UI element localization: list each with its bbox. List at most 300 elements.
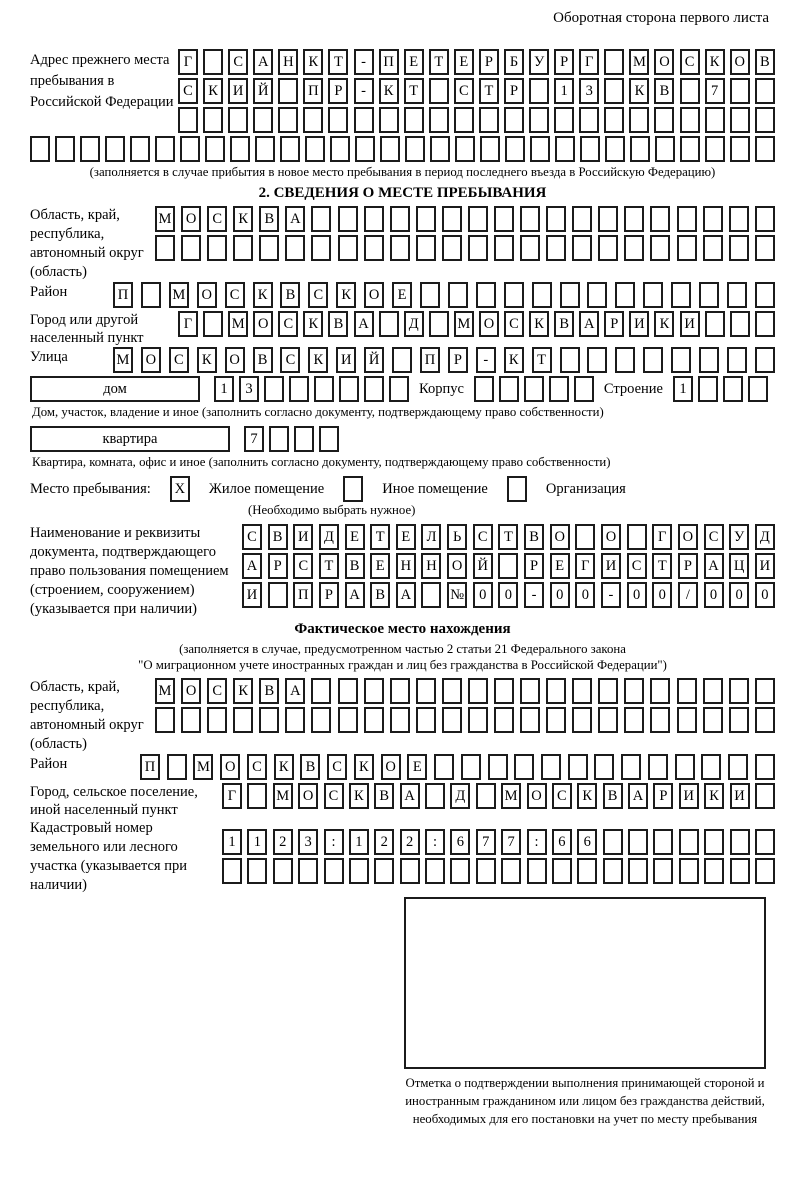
- char-box[interactable]: С: [247, 754, 267, 780]
- char-box[interactable]: [546, 707, 566, 733]
- char-box[interactable]: 6: [577, 829, 597, 855]
- char-box[interactable]: [247, 858, 267, 884]
- char-box[interactable]: [339, 376, 359, 402]
- char-box[interactable]: 3: [298, 829, 318, 855]
- char-box[interactable]: [520, 206, 540, 232]
- char-box[interactable]: К: [253, 282, 273, 308]
- char-box[interactable]: К: [274, 754, 294, 780]
- char-box[interactable]: В: [259, 206, 279, 232]
- char-box[interactable]: [430, 136, 450, 162]
- char-box[interactable]: [628, 858, 648, 884]
- char-box[interactable]: [755, 282, 775, 308]
- char-box[interactable]: [650, 678, 670, 704]
- char-box[interactable]: [604, 78, 624, 104]
- char-box[interactable]: А: [579, 311, 599, 337]
- char-box[interactable]: 2: [273, 829, 293, 855]
- char-box[interactable]: [755, 858, 775, 884]
- char-box[interactable]: Н: [421, 553, 441, 579]
- char-box[interactable]: О: [197, 282, 217, 308]
- char-box[interactable]: О: [181, 206, 201, 232]
- char-box[interactable]: [677, 235, 697, 261]
- char-box[interactable]: [454, 107, 474, 133]
- char-box[interactable]: [677, 206, 697, 232]
- char-box[interactable]: К: [654, 311, 674, 337]
- apartment-type-box[interactable]: квартира: [30, 426, 230, 452]
- char-box[interactable]: [400, 858, 420, 884]
- char-box[interactable]: Т: [319, 553, 339, 579]
- char-box[interactable]: [568, 754, 588, 780]
- char-box[interactable]: Г: [178, 49, 198, 75]
- char-box[interactable]: [416, 235, 436, 261]
- char-box[interactable]: 7: [705, 78, 725, 104]
- char-box[interactable]: И: [293, 524, 313, 550]
- char-box[interactable]: [349, 858, 369, 884]
- char-box[interactable]: [178, 107, 198, 133]
- char-box[interactable]: [574, 376, 594, 402]
- char-box[interactable]: С: [454, 78, 474, 104]
- char-box[interactable]: [255, 136, 275, 162]
- char-box[interactable]: [364, 235, 384, 261]
- char-box[interactable]: 7: [476, 829, 496, 855]
- char-box[interactable]: :: [425, 829, 445, 855]
- char-box[interactable]: [455, 136, 475, 162]
- char-box[interactable]: К: [379, 78, 399, 104]
- char-box[interactable]: 3: [579, 78, 599, 104]
- char-box[interactable]: 0: [498, 582, 518, 608]
- char-box[interactable]: А: [704, 553, 724, 579]
- char-box[interactable]: -: [601, 582, 621, 608]
- char-box[interactable]: [549, 376, 569, 402]
- char-box[interactable]: -: [354, 49, 374, 75]
- char-box[interactable]: И: [336, 347, 356, 373]
- char-box[interactable]: [222, 858, 242, 884]
- char-box[interactable]: [755, 78, 775, 104]
- char-box[interactable]: [259, 235, 279, 261]
- char-box[interactable]: [598, 678, 618, 704]
- char-box[interactable]: [268, 582, 288, 608]
- char-box[interactable]: [390, 235, 410, 261]
- char-box[interactable]: [755, 235, 775, 261]
- char-box[interactable]: [532, 282, 552, 308]
- char-box[interactable]: П: [113, 282, 133, 308]
- char-box[interactable]: К: [233, 206, 253, 232]
- char-box[interactable]: Г: [579, 49, 599, 75]
- char-box[interactable]: [298, 858, 318, 884]
- char-box[interactable]: [705, 107, 725, 133]
- char-box[interactable]: К: [203, 78, 223, 104]
- char-box[interactable]: [727, 282, 747, 308]
- char-box[interactable]: К: [336, 282, 356, 308]
- char-box[interactable]: [468, 707, 488, 733]
- char-box[interactable]: [259, 707, 279, 733]
- char-box[interactable]: /: [678, 582, 698, 608]
- char-box[interactable]: [603, 829, 623, 855]
- char-box[interactable]: 6: [450, 829, 470, 855]
- char-box[interactable]: [680, 78, 700, 104]
- char-box[interactable]: [429, 78, 449, 104]
- char-box[interactable]: [130, 136, 150, 162]
- char-box[interactable]: Р: [554, 49, 574, 75]
- char-box[interactable]: [703, 678, 723, 704]
- char-box[interactable]: [499, 376, 519, 402]
- char-box[interactable]: [704, 858, 724, 884]
- char-box[interactable]: О: [225, 347, 245, 373]
- char-box[interactable]: [527, 858, 547, 884]
- char-box[interactable]: К: [629, 78, 649, 104]
- char-box[interactable]: [390, 678, 410, 704]
- char-box[interactable]: [730, 829, 750, 855]
- char-box[interactable]: Е: [396, 524, 416, 550]
- char-box[interactable]: О: [364, 282, 384, 308]
- char-box[interactable]: Й: [364, 347, 384, 373]
- char-box[interactable]: [167, 754, 187, 780]
- char-box[interactable]: [520, 707, 540, 733]
- char-box[interactable]: [328, 107, 348, 133]
- char-box[interactable]: С: [680, 49, 700, 75]
- char-box[interactable]: М: [501, 783, 521, 809]
- char-box[interactable]: [679, 858, 699, 884]
- char-box[interactable]: [155, 235, 175, 261]
- char-box[interactable]: 3: [239, 376, 259, 402]
- char-box[interactable]: 0: [755, 582, 775, 608]
- char-box[interactable]: Р: [448, 347, 468, 373]
- char-box[interactable]: [476, 858, 496, 884]
- char-box[interactable]: Е: [370, 553, 390, 579]
- char-box[interactable]: К: [504, 347, 524, 373]
- char-box[interactable]: Ц: [729, 553, 749, 579]
- char-box[interactable]: [650, 235, 670, 261]
- char-box[interactable]: [524, 376, 544, 402]
- char-box[interactable]: [629, 107, 649, 133]
- char-box[interactable]: [530, 136, 550, 162]
- char-box[interactable]: С: [504, 311, 524, 337]
- char-box[interactable]: [230, 136, 250, 162]
- char-box[interactable]: [654, 107, 674, 133]
- char-box[interactable]: [105, 136, 125, 162]
- char-box[interactable]: Г: [575, 553, 595, 579]
- char-box[interactable]: [364, 206, 384, 232]
- organization-checkbox[interactable]: [507, 476, 527, 502]
- char-box[interactable]: [405, 136, 425, 162]
- char-box[interactable]: [704, 829, 724, 855]
- char-box[interactable]: О: [479, 311, 499, 337]
- char-box[interactable]: [389, 376, 409, 402]
- char-box[interactable]: М: [228, 311, 248, 337]
- char-box[interactable]: [253, 107, 273, 133]
- char-box[interactable]: [520, 235, 540, 261]
- char-box[interactable]: 1: [554, 78, 574, 104]
- char-box[interactable]: К: [529, 311, 549, 337]
- char-box[interactable]: [594, 754, 614, 780]
- char-box[interactable]: [461, 754, 481, 780]
- char-box[interactable]: И: [730, 783, 750, 809]
- char-box[interactable]: [598, 235, 618, 261]
- char-box[interactable]: 0: [652, 582, 672, 608]
- char-box[interactable]: [627, 524, 647, 550]
- char-box[interactable]: [729, 678, 749, 704]
- char-box[interactable]: [448, 282, 468, 308]
- char-box[interactable]: [598, 707, 618, 733]
- char-box[interactable]: Р: [604, 311, 624, 337]
- char-box[interactable]: Р: [653, 783, 673, 809]
- char-box[interactable]: [421, 582, 441, 608]
- char-box[interactable]: М: [155, 678, 175, 704]
- char-box[interactable]: [730, 107, 750, 133]
- char-box[interactable]: [575, 524, 595, 550]
- char-box[interactable]: [730, 311, 750, 337]
- char-box[interactable]: [480, 136, 500, 162]
- char-box[interactable]: [280, 136, 300, 162]
- char-box[interactable]: П: [420, 347, 440, 373]
- char-box[interactable]: [679, 829, 699, 855]
- char-box[interactable]: [468, 206, 488, 232]
- char-box[interactable]: [247, 783, 267, 809]
- char-box[interactable]: [416, 678, 436, 704]
- char-box[interactable]: Д: [755, 524, 775, 550]
- char-box[interactable]: [677, 678, 697, 704]
- residential-checkbox[interactable]: X: [170, 476, 190, 502]
- char-box[interactable]: [653, 858, 673, 884]
- char-box[interactable]: М: [629, 49, 649, 75]
- char-box[interactable]: [228, 107, 248, 133]
- char-box[interactable]: [450, 858, 470, 884]
- char-box[interactable]: [468, 235, 488, 261]
- char-box[interactable]: [705, 311, 725, 337]
- char-box[interactable]: [729, 235, 749, 261]
- char-box[interactable]: [380, 136, 400, 162]
- char-box[interactable]: [269, 426, 289, 452]
- char-box[interactable]: 0: [473, 582, 493, 608]
- char-box[interactable]: [311, 678, 331, 704]
- char-box[interactable]: К: [233, 678, 253, 704]
- char-box[interactable]: [494, 678, 514, 704]
- char-box[interactable]: С: [207, 206, 227, 232]
- char-box[interactable]: [514, 754, 534, 780]
- char-box[interactable]: [755, 136, 775, 162]
- char-box[interactable]: [476, 282, 496, 308]
- char-box[interactable]: О: [730, 49, 750, 75]
- char-box[interactable]: [546, 678, 566, 704]
- char-box[interactable]: [630, 136, 650, 162]
- char-box[interactable]: [338, 235, 358, 261]
- char-box[interactable]: К: [704, 783, 724, 809]
- char-box[interactable]: С: [704, 524, 724, 550]
- char-box[interactable]: Е: [550, 553, 570, 579]
- char-box[interactable]: О: [654, 49, 674, 75]
- char-box[interactable]: [442, 235, 462, 261]
- char-box[interactable]: О: [141, 347, 161, 373]
- char-box[interactable]: [624, 707, 644, 733]
- char-box[interactable]: [572, 707, 592, 733]
- char-box[interactable]: П: [140, 754, 160, 780]
- char-box[interactable]: Т: [328, 49, 348, 75]
- char-box[interactable]: [285, 235, 305, 261]
- char-box[interactable]: [680, 107, 700, 133]
- char-box[interactable]: К: [349, 783, 369, 809]
- char-box[interactable]: [416, 206, 436, 232]
- char-box[interactable]: [730, 78, 750, 104]
- char-box[interactable]: Т: [479, 78, 499, 104]
- char-box[interactable]: [30, 136, 50, 162]
- char-box[interactable]: [705, 136, 725, 162]
- char-box[interactable]: К: [705, 49, 725, 75]
- char-box[interactable]: [494, 235, 514, 261]
- char-box[interactable]: И: [679, 783, 699, 809]
- char-box[interactable]: [624, 206, 644, 232]
- char-box[interactable]: К: [197, 347, 217, 373]
- char-box[interactable]: [392, 347, 412, 373]
- char-box[interactable]: [379, 107, 399, 133]
- char-box[interactable]: [364, 376, 384, 402]
- char-box[interactable]: [305, 136, 325, 162]
- char-box[interactable]: [703, 206, 723, 232]
- char-box[interactable]: [598, 206, 618, 232]
- char-box[interactable]: [425, 783, 445, 809]
- char-box[interactable]: И: [228, 78, 248, 104]
- char-box[interactable]: [303, 107, 323, 133]
- char-box[interactable]: В: [370, 582, 390, 608]
- char-box[interactable]: [615, 282, 635, 308]
- char-box[interactable]: В: [328, 311, 348, 337]
- char-box[interactable]: 1: [222, 829, 242, 855]
- char-box[interactable]: [615, 347, 635, 373]
- char-box[interactable]: [338, 678, 358, 704]
- char-box[interactable]: [476, 783, 496, 809]
- char-box[interactable]: [311, 707, 331, 733]
- char-box[interactable]: [390, 707, 410, 733]
- char-box[interactable]: [727, 347, 747, 373]
- char-box[interactable]: [605, 136, 625, 162]
- char-box[interactable]: К: [354, 754, 374, 780]
- char-box[interactable]: 2: [400, 829, 420, 855]
- char-box[interactable]: М: [454, 311, 474, 337]
- char-box[interactable]: [677, 707, 697, 733]
- char-box[interactable]: Е: [407, 754, 427, 780]
- char-box[interactable]: [624, 678, 644, 704]
- char-box[interactable]: Т: [498, 524, 518, 550]
- char-box[interactable]: [505, 136, 525, 162]
- char-box[interactable]: [730, 136, 750, 162]
- char-box[interactable]: О: [447, 553, 467, 579]
- char-box[interactable]: [699, 347, 719, 373]
- char-box[interactable]: [379, 311, 399, 337]
- char-box[interactable]: К: [308, 347, 328, 373]
- char-box[interactable]: [390, 206, 410, 232]
- char-box[interactable]: [205, 136, 225, 162]
- char-box[interactable]: К: [303, 49, 323, 75]
- char-box[interactable]: С: [169, 347, 189, 373]
- char-box[interactable]: [520, 678, 540, 704]
- char-box[interactable]: М: [193, 754, 213, 780]
- char-box[interactable]: [624, 235, 644, 261]
- char-box[interactable]: О: [678, 524, 698, 550]
- char-box[interactable]: [207, 235, 227, 261]
- char-box[interactable]: С: [308, 282, 328, 308]
- char-box[interactable]: Н: [396, 553, 416, 579]
- char-box[interactable]: [330, 136, 350, 162]
- char-box[interactable]: [653, 829, 673, 855]
- char-box[interactable]: О: [550, 524, 570, 550]
- char-box[interactable]: И: [601, 553, 621, 579]
- char-box[interactable]: И: [680, 311, 700, 337]
- char-box[interactable]: С: [207, 678, 227, 704]
- char-box[interactable]: [748, 376, 768, 402]
- char-box[interactable]: [273, 858, 293, 884]
- char-box[interactable]: [628, 829, 648, 855]
- char-box[interactable]: С: [178, 78, 198, 104]
- char-box[interactable]: [580, 136, 600, 162]
- char-box[interactable]: [529, 78, 549, 104]
- char-box[interactable]: С: [552, 783, 572, 809]
- char-box[interactable]: [546, 235, 566, 261]
- char-box[interactable]: С: [228, 49, 248, 75]
- char-box[interactable]: Р: [328, 78, 348, 104]
- char-box[interactable]: Й: [473, 553, 493, 579]
- char-box[interactable]: -: [524, 582, 544, 608]
- char-box[interactable]: [285, 707, 305, 733]
- char-box[interactable]: [579, 107, 599, 133]
- char-box[interactable]: 7: [244, 426, 264, 452]
- char-box[interactable]: [429, 107, 449, 133]
- char-box[interactable]: [728, 754, 748, 780]
- char-box[interactable]: [233, 707, 253, 733]
- char-box[interactable]: [755, 347, 775, 373]
- char-box[interactable]: Г: [178, 311, 198, 337]
- char-box[interactable]: Е: [345, 524, 365, 550]
- char-box[interactable]: В: [603, 783, 623, 809]
- char-box[interactable]: [278, 78, 298, 104]
- char-box[interactable]: [420, 282, 440, 308]
- char-box[interactable]: М: [155, 206, 175, 232]
- char-box[interactable]: [434, 754, 454, 780]
- char-box[interactable]: [155, 136, 175, 162]
- char-box[interactable]: [504, 107, 524, 133]
- char-box[interactable]: П: [303, 78, 323, 104]
- char-box[interactable]: [474, 376, 494, 402]
- char-box[interactable]: О: [298, 783, 318, 809]
- char-box[interactable]: А: [396, 582, 416, 608]
- char-box[interactable]: Г: [652, 524, 672, 550]
- char-box[interactable]: [207, 707, 227, 733]
- char-box[interactable]: Р: [479, 49, 499, 75]
- char-box[interactable]: С: [627, 553, 647, 579]
- char-box[interactable]: [643, 347, 663, 373]
- char-box[interactable]: Т: [370, 524, 390, 550]
- char-box[interactable]: [587, 282, 607, 308]
- char-box[interactable]: [755, 107, 775, 133]
- char-box[interactable]: Е: [404, 49, 424, 75]
- char-box[interactable]: С: [324, 783, 344, 809]
- char-box[interactable]: [541, 754, 561, 780]
- char-box[interactable]: 1: [247, 829, 267, 855]
- char-box[interactable]: С: [293, 553, 313, 579]
- char-box[interactable]: :: [324, 829, 344, 855]
- char-box[interactable]: [621, 754, 641, 780]
- char-box[interactable]: М: [169, 282, 189, 308]
- char-box[interactable]: О: [601, 524, 621, 550]
- char-box[interactable]: [643, 282, 663, 308]
- char-box[interactable]: С: [327, 754, 347, 780]
- char-box[interactable]: [319, 426, 339, 452]
- char-box[interactable]: [572, 235, 592, 261]
- char-box[interactable]: И: [629, 311, 649, 337]
- char-box[interactable]: [324, 858, 344, 884]
- char-box[interactable]: [650, 206, 670, 232]
- char-box[interactable]: И: [755, 553, 775, 579]
- char-box[interactable]: [155, 707, 175, 733]
- char-box[interactable]: Р: [678, 553, 698, 579]
- char-box[interactable]: [546, 206, 566, 232]
